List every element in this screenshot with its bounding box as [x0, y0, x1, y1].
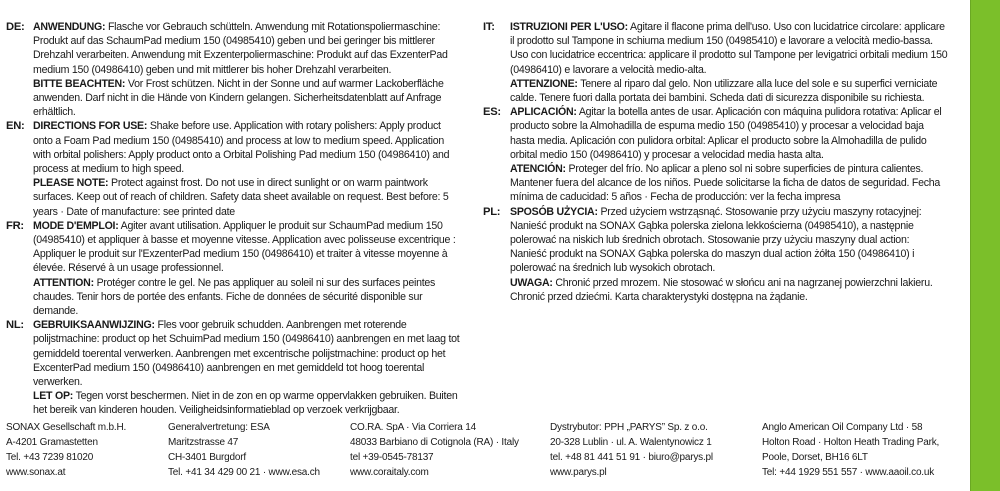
- section-text: Przed użyciem wstrząsnąć. Stosowanie przy użyciu maszyny rotacyjnej: Nanieść produkt na SONAX Gąbka polerska zielona lekkościerna (04985410), a następnie polerować na niskich lub średnich obrotach. Stosowanie przy użyciu maszyny dual action: Nanieść produkt na SONAX Gąbka polerska do maszyn dual action żółta 150 (04986410) i polerować na średnich lub wysokich obrotach.: [510, 205, 922, 275]
- section-title: ANWENDUNG:: [33, 21, 106, 33]
- section-text: Fles voor gebruik schudden. Aanbrengen met roterende polijstmachine: product op het SchuimPad medium 150 (04986410) aanbrengen en met laag tot gemiddeld toerental verwerken. Aanbrengen met excentrische polijstmachine: product op het ExcenterPad medium 150 (04986410) aanbrengen en met gemiddeld tot hoog toerental verwerken.: [33, 319, 460, 389]
- address-uk: Anglo American Oil Company Ltd · 58 Holton Road · Holton Heath Trading Park, Poole, Dorset, BH16 6LT Tel: +44 1929 551 557 · www.aaoil.co.uk: [762, 422, 940, 478]
- distributor-addresses: [0, 420, 970, 491]
- address-austria: SONAX Gesellschaft m.b.H. A-4201 Gramastetten Tel. +43 7239 81020 www.sonax.at: [6, 422, 127, 478]
- section-text: Flasche vor Gebrauch schütteln. Anwendung mit Rotationspoliermaschine: Produkt auf das SchaumPad medium 150 (04985410) geben und bei geringer bis mittlerer Drehzahl verarbeiten. Anwendung mit Exzenterpoliermaschine: Produkt auf das ExzenterPad medium 150 (04986410) geben und mit mittlerer bis hoher Drehzahl verarbeiten.: [33, 21, 448, 76]
- instructions-right-column: [483, 20, 948, 304]
- section-text: Agitar la botella antes de usar. Aplicación con máquina pulidora rotativa: Aplicar el producto sobre la Almohadilla de espuma medio 150 (04985410) y procesar a velocidad baja hasta media. Aplicación con pulidora orbital: Aplicar el producto sobre la Almohadilla de pulido orbital medio 150 (04986410) y procesar a velocidad media hasta alta.: [510, 106, 942, 161]
- section-it: [483, 20, 948, 105]
- section-fr: [6, 219, 461, 318]
- note-text: Proteger del frío. No aplicar a pleno sol ni sobre superficies de pintura calientes. Mantener fuera del alcance de los niños. Puede solicitarse la ficha de datos de seguridad. Fecha mínima de caducidad: 5 años · Fecha de producción: ver la fecha impresa: [510, 163, 941, 204]
- section-text: Shake before use. Application with rotary polishers: Apply product onto a Foam Pad medium 150 (04985410) and process at low to medium speed. Application with orbital polishers: Apply product onto a Orbital Polishing Pad medium 150 (04986410) and process at medium to high speed.: [33, 120, 450, 176]
- language-code: PL:: [483, 205, 501, 218]
- language-code: ES:: [483, 106, 501, 119]
- language-code: EN:: [6, 120, 25, 133]
- section-title: MODE D'EMPLOI:: [33, 219, 119, 232]
- section-en: [6, 119, 461, 218]
- section-title: ISTRUZIONI PER L'USO:: [510, 21, 628, 33]
- note-title: ATTENZIONE:: [510, 77, 578, 90]
- section-title: SPOSÓB UŻYCIA:: [510, 205, 598, 218]
- note-text: Protéger contre le gel. Ne pas appliquer au soleil ni sur des surfaces peintes chaudes. Tenir hors de portée des enfants. Fiche de données de sécurité disponible sur demande.: [33, 276, 436, 318]
- instructions-left-column: [6, 20, 461, 418]
- address-switzerland: Generalvertretung: ESA Maritzstrasse 47 CH-3401 Burgdorf Tel. +41 34 429 00 21 · www.esa.ch: [168, 422, 320, 478]
- section-pl: [483, 205, 948, 304]
- note-title: ATTENTION:: [33, 276, 94, 289]
- note-text: Chronić przed mrozem. Nie stosować w słońcu ani na nagrzanej powierzchni lakieru. Chronić przed dziećmi. Karta charakterystyki dostępna na żądanie.: [510, 276, 933, 303]
- note-title: PLEASE NOTE:: [33, 177, 109, 190]
- note-text: Vor Frost schützen. Nicht in der Sonne und auf warmer Lackoberfläche anwenden. Darf nicht in die Hände von Kindern gelangen. Sicherheitsdatenblatt auf Anfrage erhältlich.: [33, 77, 444, 119]
- section-title: APLICACIÓN:: [510, 106, 577, 119]
- green-edge-bar: [970, 0, 1000, 491]
- address-italy: CO.RA. SpA · Via Corriera 14 48033 Barbiano di Cotignola (RA) · Italy tel +39-0545-78137 www.coraitaly.com: [350, 422, 519, 478]
- section-nl: [6, 318, 461, 417]
- note-text: Tenere al riparo dal gelo. Non utilizzare alla luce del sole e su superfici verniciate calde. Tenere fuori dalla portata dei bambini. Scheda dati di sicurezza disponibile su richiesta.: [510, 77, 938, 105]
- address-poland: Dystrybutor: PPH „PARYS” Sp. z o.o. 20-328 Lublin · ul. A. Walentynowicz 1 tel. +48 81 441 51 91 · biuro@parys.pl www.parys.pl: [550, 422, 713, 478]
- note-text: Protect against frost. Do not use in direct sunlight or on warm paintwork surfaces. Keep out of reach of children. Safety data sheet available on request. Best before: 5 years · Date of manufacture: see printed date: [33, 177, 449, 218]
- section-title: GEBRUIKSAANWIJZING:: [33, 319, 155, 332]
- note-title: UWAGA:: [510, 276, 553, 289]
- note-title: BITTE BEACHTEN:: [33, 77, 126, 90]
- section-de: [6, 20, 461, 119]
- section-es: [483, 105, 948, 204]
- note-text: Tegen vorst beschermen. Niet in de zon en op warme oppervlakken gebruiken. Buiten het bereik van kinderen houden. Veiligheidsinformatieblad op verzoek verkrijgbaar.: [33, 390, 458, 417]
- note-title: LET OP:: [33, 390, 74, 403]
- language-code: IT:: [483, 21, 495, 33]
- language-code: NL:: [6, 319, 24, 332]
- language-code: DE:: [6, 21, 25, 33]
- section-text: Agiter avant utilisation. Appliquer le produit sur SchaumPad medium 150 (04985410) et appliquer à basse et moyenne vitesse. Application avec polisseuse excentrique : Appliquer le produit sur l'ExzenterPad medium 150 (04986410) et traiter à vitesse moyenne à élevée. Réservé à un usage professionnel.: [33, 219, 456, 275]
- language-code: FR:: [6, 219, 24, 232]
- section-title: DIRECTIONS FOR USE:: [33, 120, 148, 133]
- section-text: Agitare il flacone prima dell'uso. Uso con lucidatrice circolare: applicare il prodotto sul Tampone in schiuma medium 150 (04985410) e lavorare a velocità medio-bassa. Uso con lucidatrice eccentrica: applicare il prodotto sul Tampone per levigatrici orbitali medium 150 (04986410) e lavorare a velocità medio-alta.: [510, 21, 948, 76]
- note-title: ATENCIÓN:: [510, 163, 566, 176]
